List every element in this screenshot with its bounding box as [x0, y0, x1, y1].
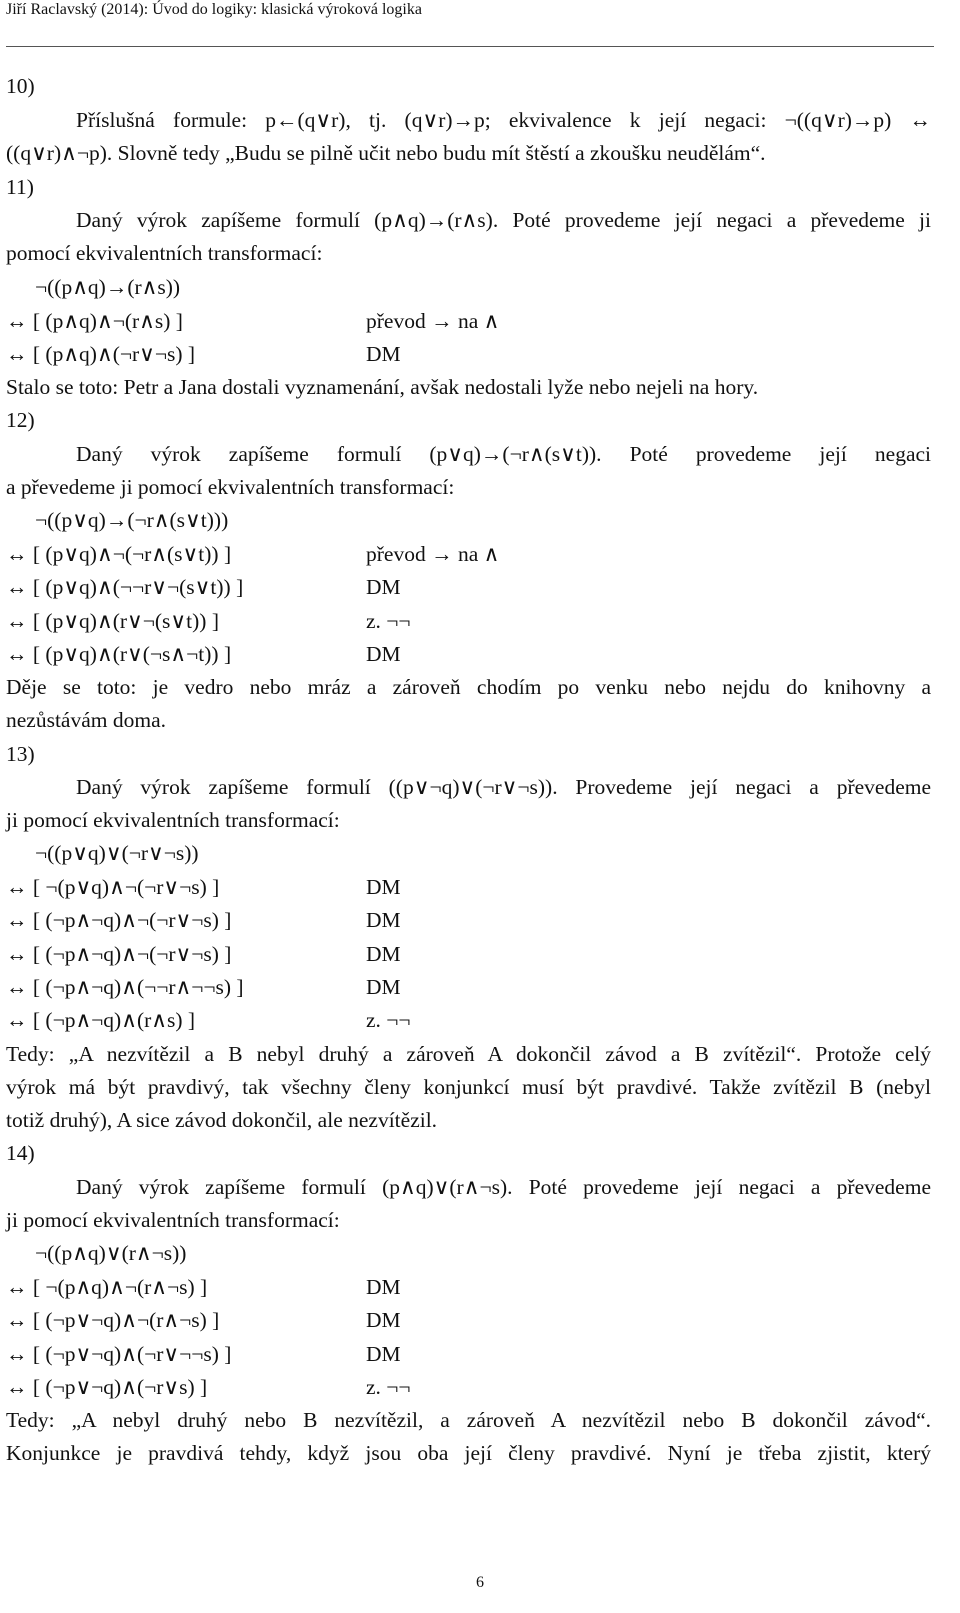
item-number-14: 14): [6, 1141, 35, 1165]
item13-intro1: Daný výrok zapíšeme formulí ((p∨¬q)∨(¬r∨¬s)). Provedeme její negaci a převedeme: [76, 775, 931, 799]
item13-step4-justification: DM: [366, 975, 401, 999]
item13-step1-justification: DM: [366, 875, 401, 899]
item14-step4-formula: ↔ [ (¬p∨¬q)∧(¬r∨s) ]: [6, 1375, 208, 1399]
item13-conclusion3: totiž druhý), A sice závod dokončil, ale nezvítězil.: [6, 1108, 438, 1132]
item13-step3-justification: DM: [366, 942, 401, 966]
item12-step2-justification: DM: [366, 575, 401, 599]
item14-step1-formula: ↔ [ ¬(p∧q)∧¬(r∧¬s) ]: [6, 1275, 208, 1299]
item11-start-formula: ¬((p∧q)→(r∧s)): [35, 275, 181, 299]
item13-step5-justification: z. ¬¬: [366, 1008, 411, 1032]
item14-intro1: Daný výrok zapíšeme formulí (p∧q)∨(r∧¬s). Poté provedeme její negaci a převedeme: [76, 1175, 931, 1199]
item13-start-formula: ¬((p∨q)∨(¬r∨¬s)): [35, 841, 199, 865]
item11-intro2: pomocí ekvivalentních transformací:: [6, 241, 323, 265]
item-number-13: 13): [6, 742, 35, 766]
page-number: 6: [476, 1574, 484, 1591]
item14-conclusion2: Konjunkce je pravdivá tehdy, když jsou oba její členy pravdivé. Nyní je třeba zjistit, který: [6, 1441, 931, 1465]
item13-step2-justification: DM: [366, 908, 401, 932]
item14-start-formula: ¬((p∧q)∨(r∧¬s)): [35, 1241, 187, 1265]
item11-step2-justification: DM: [366, 342, 401, 366]
item12-step1-justification: převod → na ∧: [366, 542, 500, 566]
item12-step3-formula: ↔ [ (p∨q)∧(r∨¬(s∨t)) ]: [6, 609, 219, 633]
item13-conclusion2: výrok má být pravdivý, tak všechny členy konjunkcí musí být pravdivé. Takže zvítězil B (nebyl: [6, 1075, 931, 1099]
item10-line2: ((q∨r)∧¬p). Slovně tedy „Budu se pilně učit nebo budu mít štěstí a zkoušku neudělám“.: [6, 141, 766, 165]
running-header: Jiří Raclavský (2014): Úvod do logiky: klasická výroková logika: [6, 1, 422, 18]
item14-step2-formula: ↔ [ (¬p∨¬q)∧¬(r∧¬s) ]: [6, 1308, 220, 1332]
header-rule: [6, 46, 934, 47]
item11-step2-formula: ↔ [ (p∧q)∧(¬r∨¬s) ]: [6, 342, 196, 366]
item-number-12: 12): [6, 408, 35, 432]
item14-step2-justification: DM: [366, 1308, 401, 1332]
item13-conclusion1: Tedy: „A nezvítězil a B nebyl druhý a zároveň A dokončil závod a B zvítězil“. Protože celý: [6, 1042, 931, 1066]
item12-conclusion2: nezůstávám doma.: [6, 708, 167, 732]
item13-step4-formula: ↔ [ (¬p∧¬q)∧(¬¬r∧¬¬s) ]: [6, 975, 244, 999]
item11-step1-justification: převod → na ∧: [366, 309, 500, 333]
item13-step3-formula: ↔ [ (¬p∧¬q)∧¬(¬r∨¬s) ]: [6, 942, 232, 966]
item13-step5-formula: ↔ [ (¬p∧¬q)∧(r∧s) ]: [6, 1008, 196, 1032]
item-number-11: 11): [6, 175, 34, 199]
item12-step2-formula: ↔ [ (p∨q)∧(¬¬r∨¬(s∨t)) ]: [6, 575, 244, 599]
item12-intro2: a převedeme ji pomocí ekvivalentních transformací:: [6, 475, 455, 499]
item11-step1-formula: ↔ [ (p∧q)∧¬(r∧s) ]: [6, 309, 183, 333]
item12-conclusion1: Děje se toto: je vedro nebo mráz a zároveň chodím po venku nebo nejdu do knihovny a: [6, 675, 931, 699]
item12-start-formula: ¬((p∨q)→(¬r∧(s∨t))): [35, 508, 229, 532]
item14-intro2: ji pomocí ekvivalentních transformací:: [6, 1208, 340, 1232]
item13-step1-formula: ↔ [ ¬(p∨q)∧¬(¬r∨¬s) ]: [6, 875, 220, 899]
item11-conclusion: Stalo se toto: Petr a Jana dostali vyznamenání, avšak nedostali lyže nebo nejeli na hory.: [6, 375, 759, 399]
item12-step4-justification: DM: [366, 642, 401, 666]
item14-step4-justification: z. ¬¬: [366, 1375, 411, 1399]
item13-step2-formula: ↔ [ (¬p∧¬q)∧¬(¬r∨¬s) ]: [6, 908, 232, 932]
item14-step3-formula: ↔ [ (¬p∨¬q)∧(¬r∨¬¬s) ]: [6, 1342, 232, 1366]
item14-conclusion1: Tedy: „A nebyl druhý nebo B nezvítězil, a zároveň A nezvítězil nebo B dokončil závod“.: [6, 1408, 931, 1432]
item14-step3-justification: DM: [366, 1342, 401, 1366]
item14-step1-justification: DM: [366, 1275, 401, 1299]
item12-step1-formula: ↔ [ (p∨q)∧¬(¬r∧(s∨t)) ]: [6, 542, 232, 566]
item12-intro1: Daný výrok zapíšeme formulí (p∨q)→(¬r∧(s∨t)). Poté provedeme její negaci: [76, 442, 931, 466]
item11-intro1: Daný výrok zapíšeme formulí (p∧q)→(r∧s). Poté provedeme její negaci a převedeme ji: [76, 208, 931, 232]
item12-step4-formula: ↔ [ (p∨q)∧(r∨(¬s∧¬t)) ]: [6, 642, 232, 666]
item-number-10: 10): [6, 74, 35, 98]
item10-line1: Příslušná formule: p←(q∨r), tj. (q∨r)→p; ekvivalence k její negaci: ¬((q∨r)→p) ↔: [76, 108, 931, 132]
item13-intro2: ji pomocí ekvivalentních transformací:: [6, 808, 340, 832]
item12-step3-justification: z. ¬¬: [366, 609, 411, 633]
